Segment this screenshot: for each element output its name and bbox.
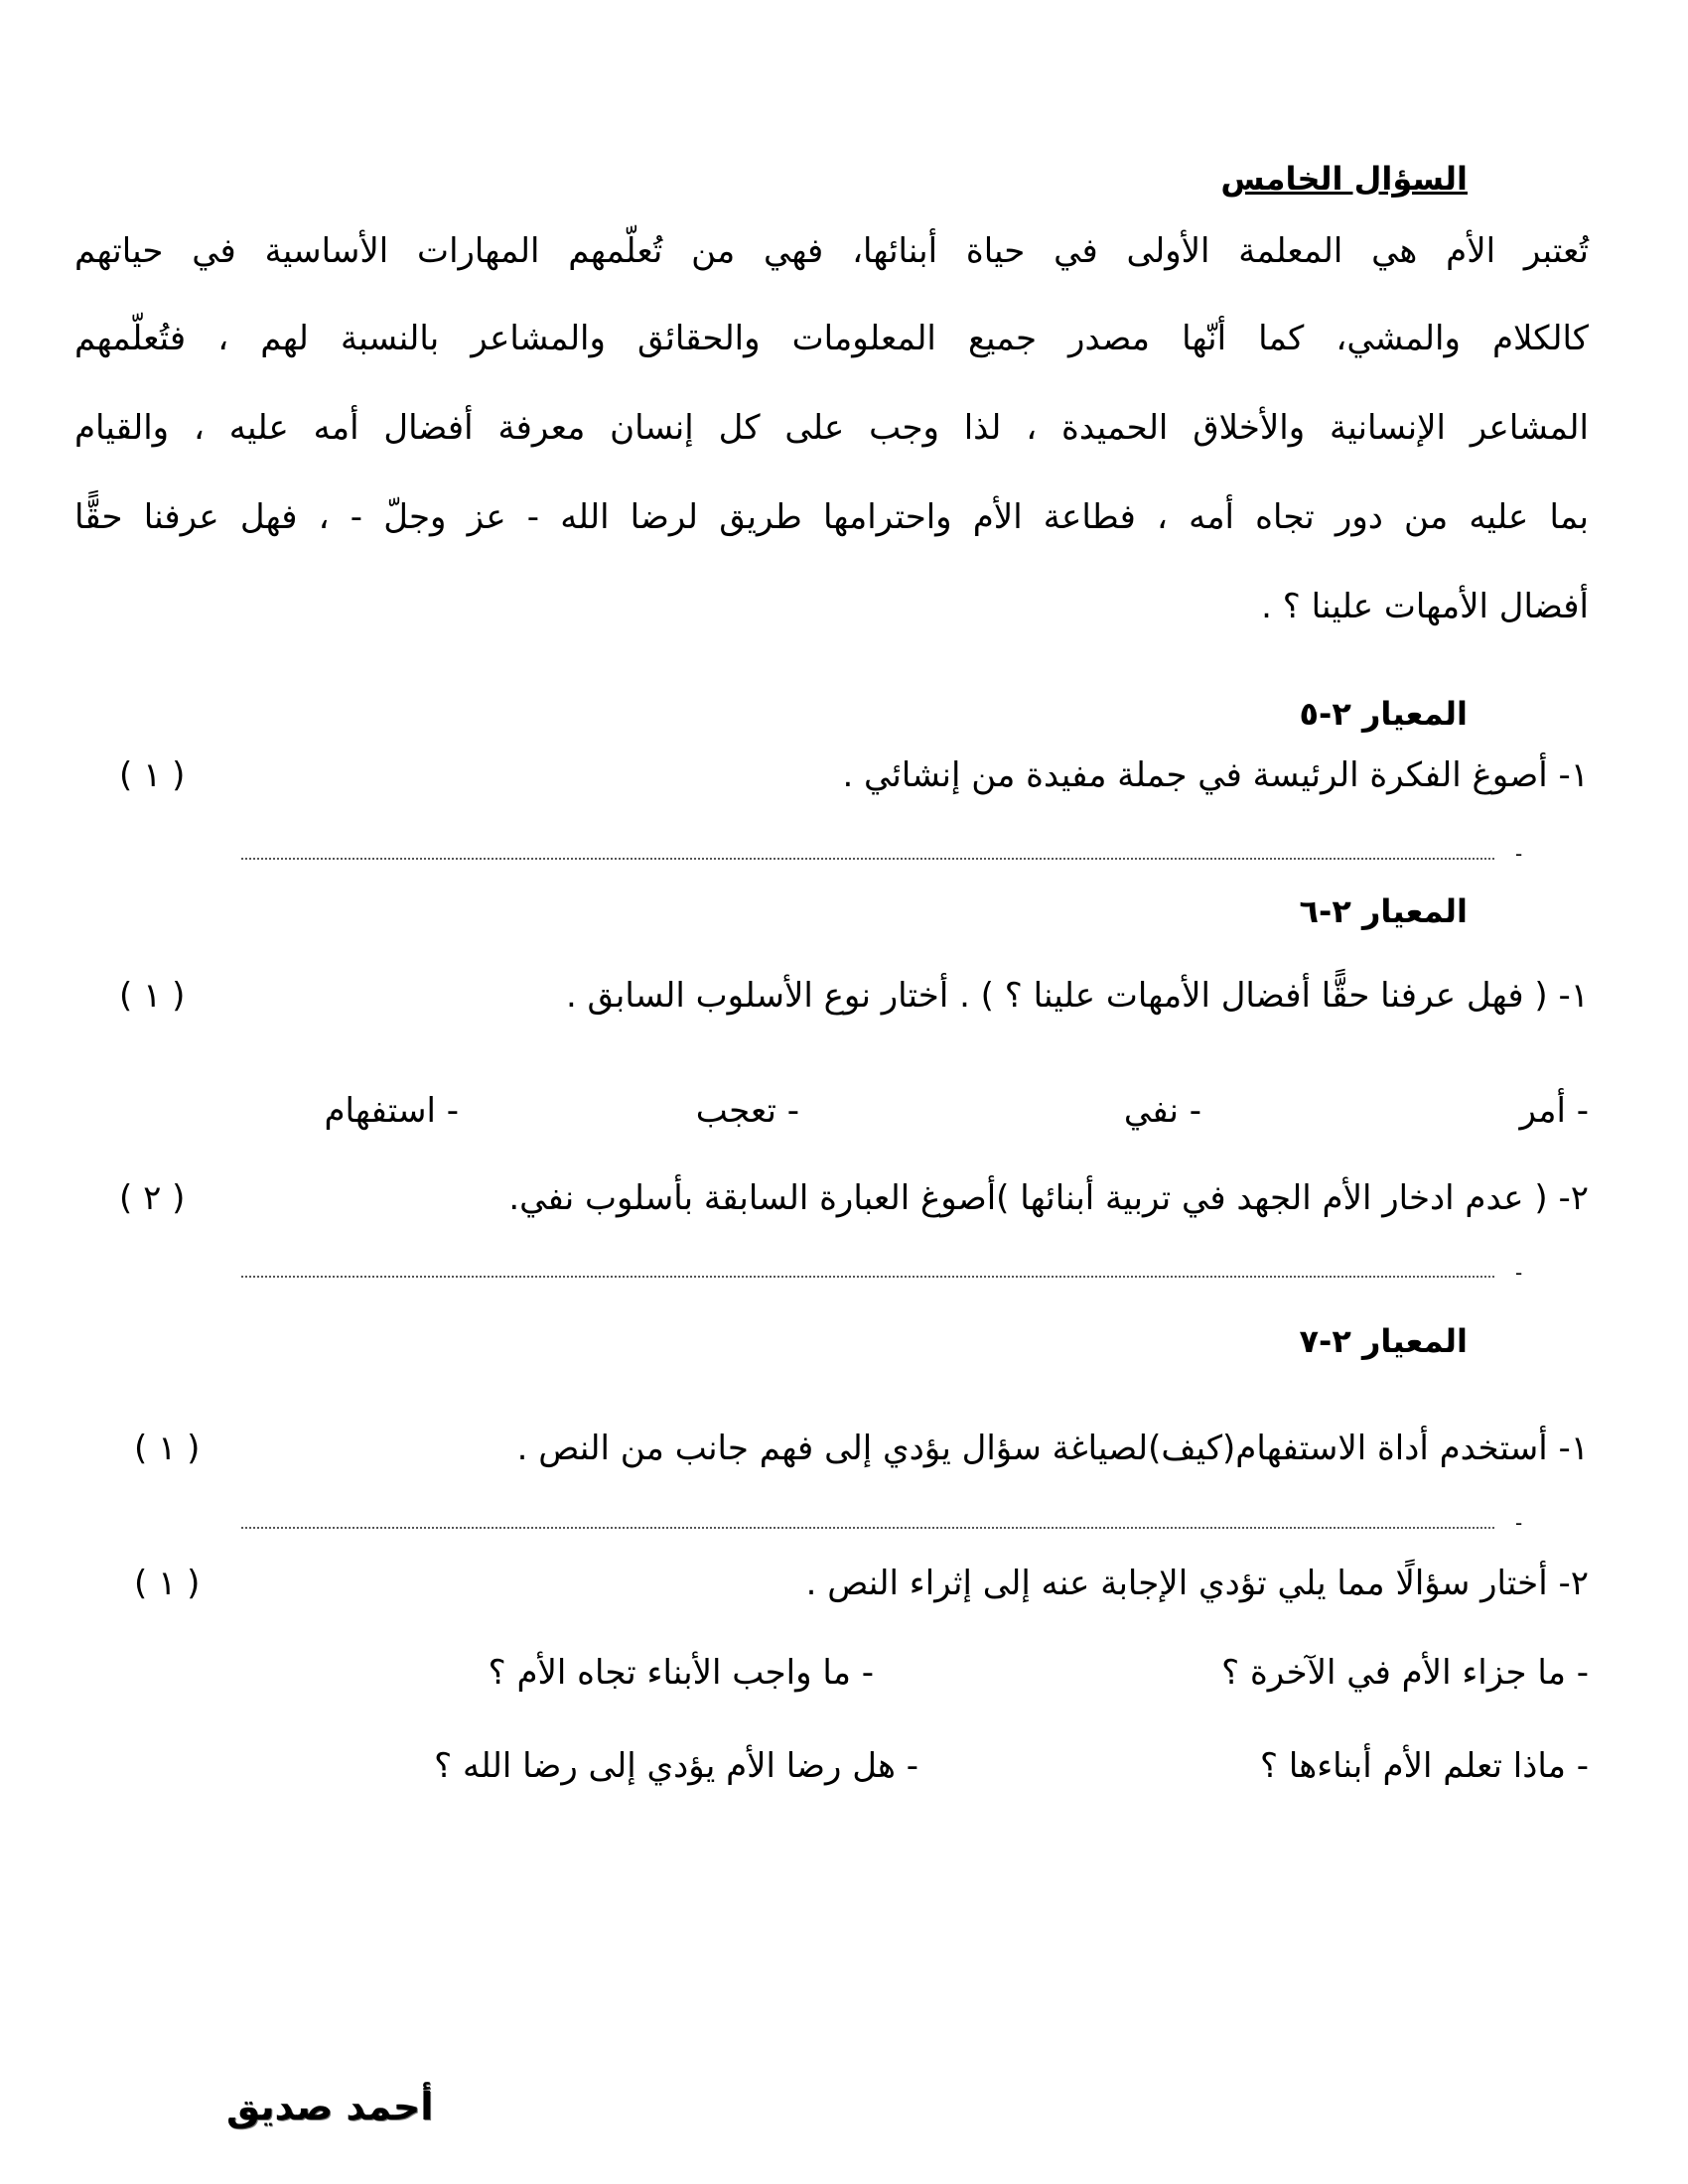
question-text: ٢- أختار سؤالًا مما يلي تؤدي الإجابة عنه إلى إثراء النص .	[805, 1564, 1589, 1603]
question-mark-score: ( ٢ )	[119, 1178, 186, 1218]
question-mark-score: ( ١ )	[119, 755, 186, 795]
answer-line[interactable]	[241, 1527, 1494, 1529]
question-text: ١- أستخدم أداة الاستفهام(كيف)لصياغة سؤال يؤدي إلى فهم جانب من النص .	[516, 1429, 1589, 1468]
option[interactable]: - نفي	[1123, 1091, 1201, 1131]
standard-heading: المعيار ٢-٥	[1299, 695, 1468, 733]
option[interactable]: - أمر	[1519, 1091, 1589, 1131]
answer-line[interactable]	[241, 858, 1494, 860]
passage-line: كالكلام والمشي، كما أنّها مصدر جميع المعلومات والحقائق والمشاعر بالنسبة لهم ، فتُعلّمهم	[74, 319, 1589, 358]
question-mark-score: ( ١ )	[119, 976, 186, 1016]
question-title: السؤال الخامس	[1220, 160, 1468, 198]
passage-line: أفضال الأمهات علينا ؟ .	[1261, 587, 1589, 626]
option[interactable]: - تعجب	[695, 1091, 799, 1131]
answer-line[interactable]	[241, 1276, 1494, 1278]
question-text: ١- ( فهل عرفنا حقًّا أفضال الأمهات علينا ؟ ) . أختار نوع الأسلوب السابق .	[565, 976, 1589, 1016]
option[interactable]: - ماذا تعلم الأم أبناءها ؟	[1260, 1746, 1589, 1786]
option[interactable]: - استفهام	[324, 1091, 459, 1131]
standard-heading: المعيار ٢-٦	[1299, 892, 1468, 930]
question-mark-score: ( ١ )	[134, 1429, 201, 1468]
answer-dash: -	[1515, 842, 1523, 866]
standard-heading: المعيار ٢-٧	[1299, 1322, 1468, 1360]
passage-line: بما عليه من دور تجاه أمه ، فطاعة الأم واحترامها طريق لرضا الله - عز وجلّ - ، فهل عرفنا حقًّا	[74, 497, 1589, 537]
question-text: ١- أصوغ الفكرة الرئيسة في جملة مفيدة من إنشائي .	[842, 755, 1589, 795]
question-text: ٢- ( عدم ادخار الأم الجهد في تربية أبنائها )أصوغ العبارة السابقة بأسلوب نفي.	[508, 1178, 1589, 1218]
option[interactable]: - ما جزاء الأم في الآخرة ؟	[1221, 1653, 1589, 1693]
option[interactable]: - هل رضا الأم يؤدي إلى رضا الله ؟	[434, 1746, 918, 1786]
passage-line: المشاعر الإنسانية والأخلاق الحميدة ، لذا وجب على كل إنسان معرفة أفضال أمه عليه ، والقيام	[74, 408, 1589, 448]
passage-line: تُعتبر الأم هي المعلمة الأولى في حياة أبنائها، فهي من تُعلّمهم المهارات الأساسية في حياتهم	[74, 231, 1589, 271]
option[interactable]: - ما واجب الأبناء تجاه الأم ؟	[488, 1653, 874, 1693]
question-mark-score: ( ١ )	[134, 1564, 201, 1603]
answer-dash: -	[1515, 1511, 1523, 1535]
answer-dash: -	[1515, 1261, 1523, 1285]
author-signature: أحمد صديق	[226, 2085, 434, 2128]
